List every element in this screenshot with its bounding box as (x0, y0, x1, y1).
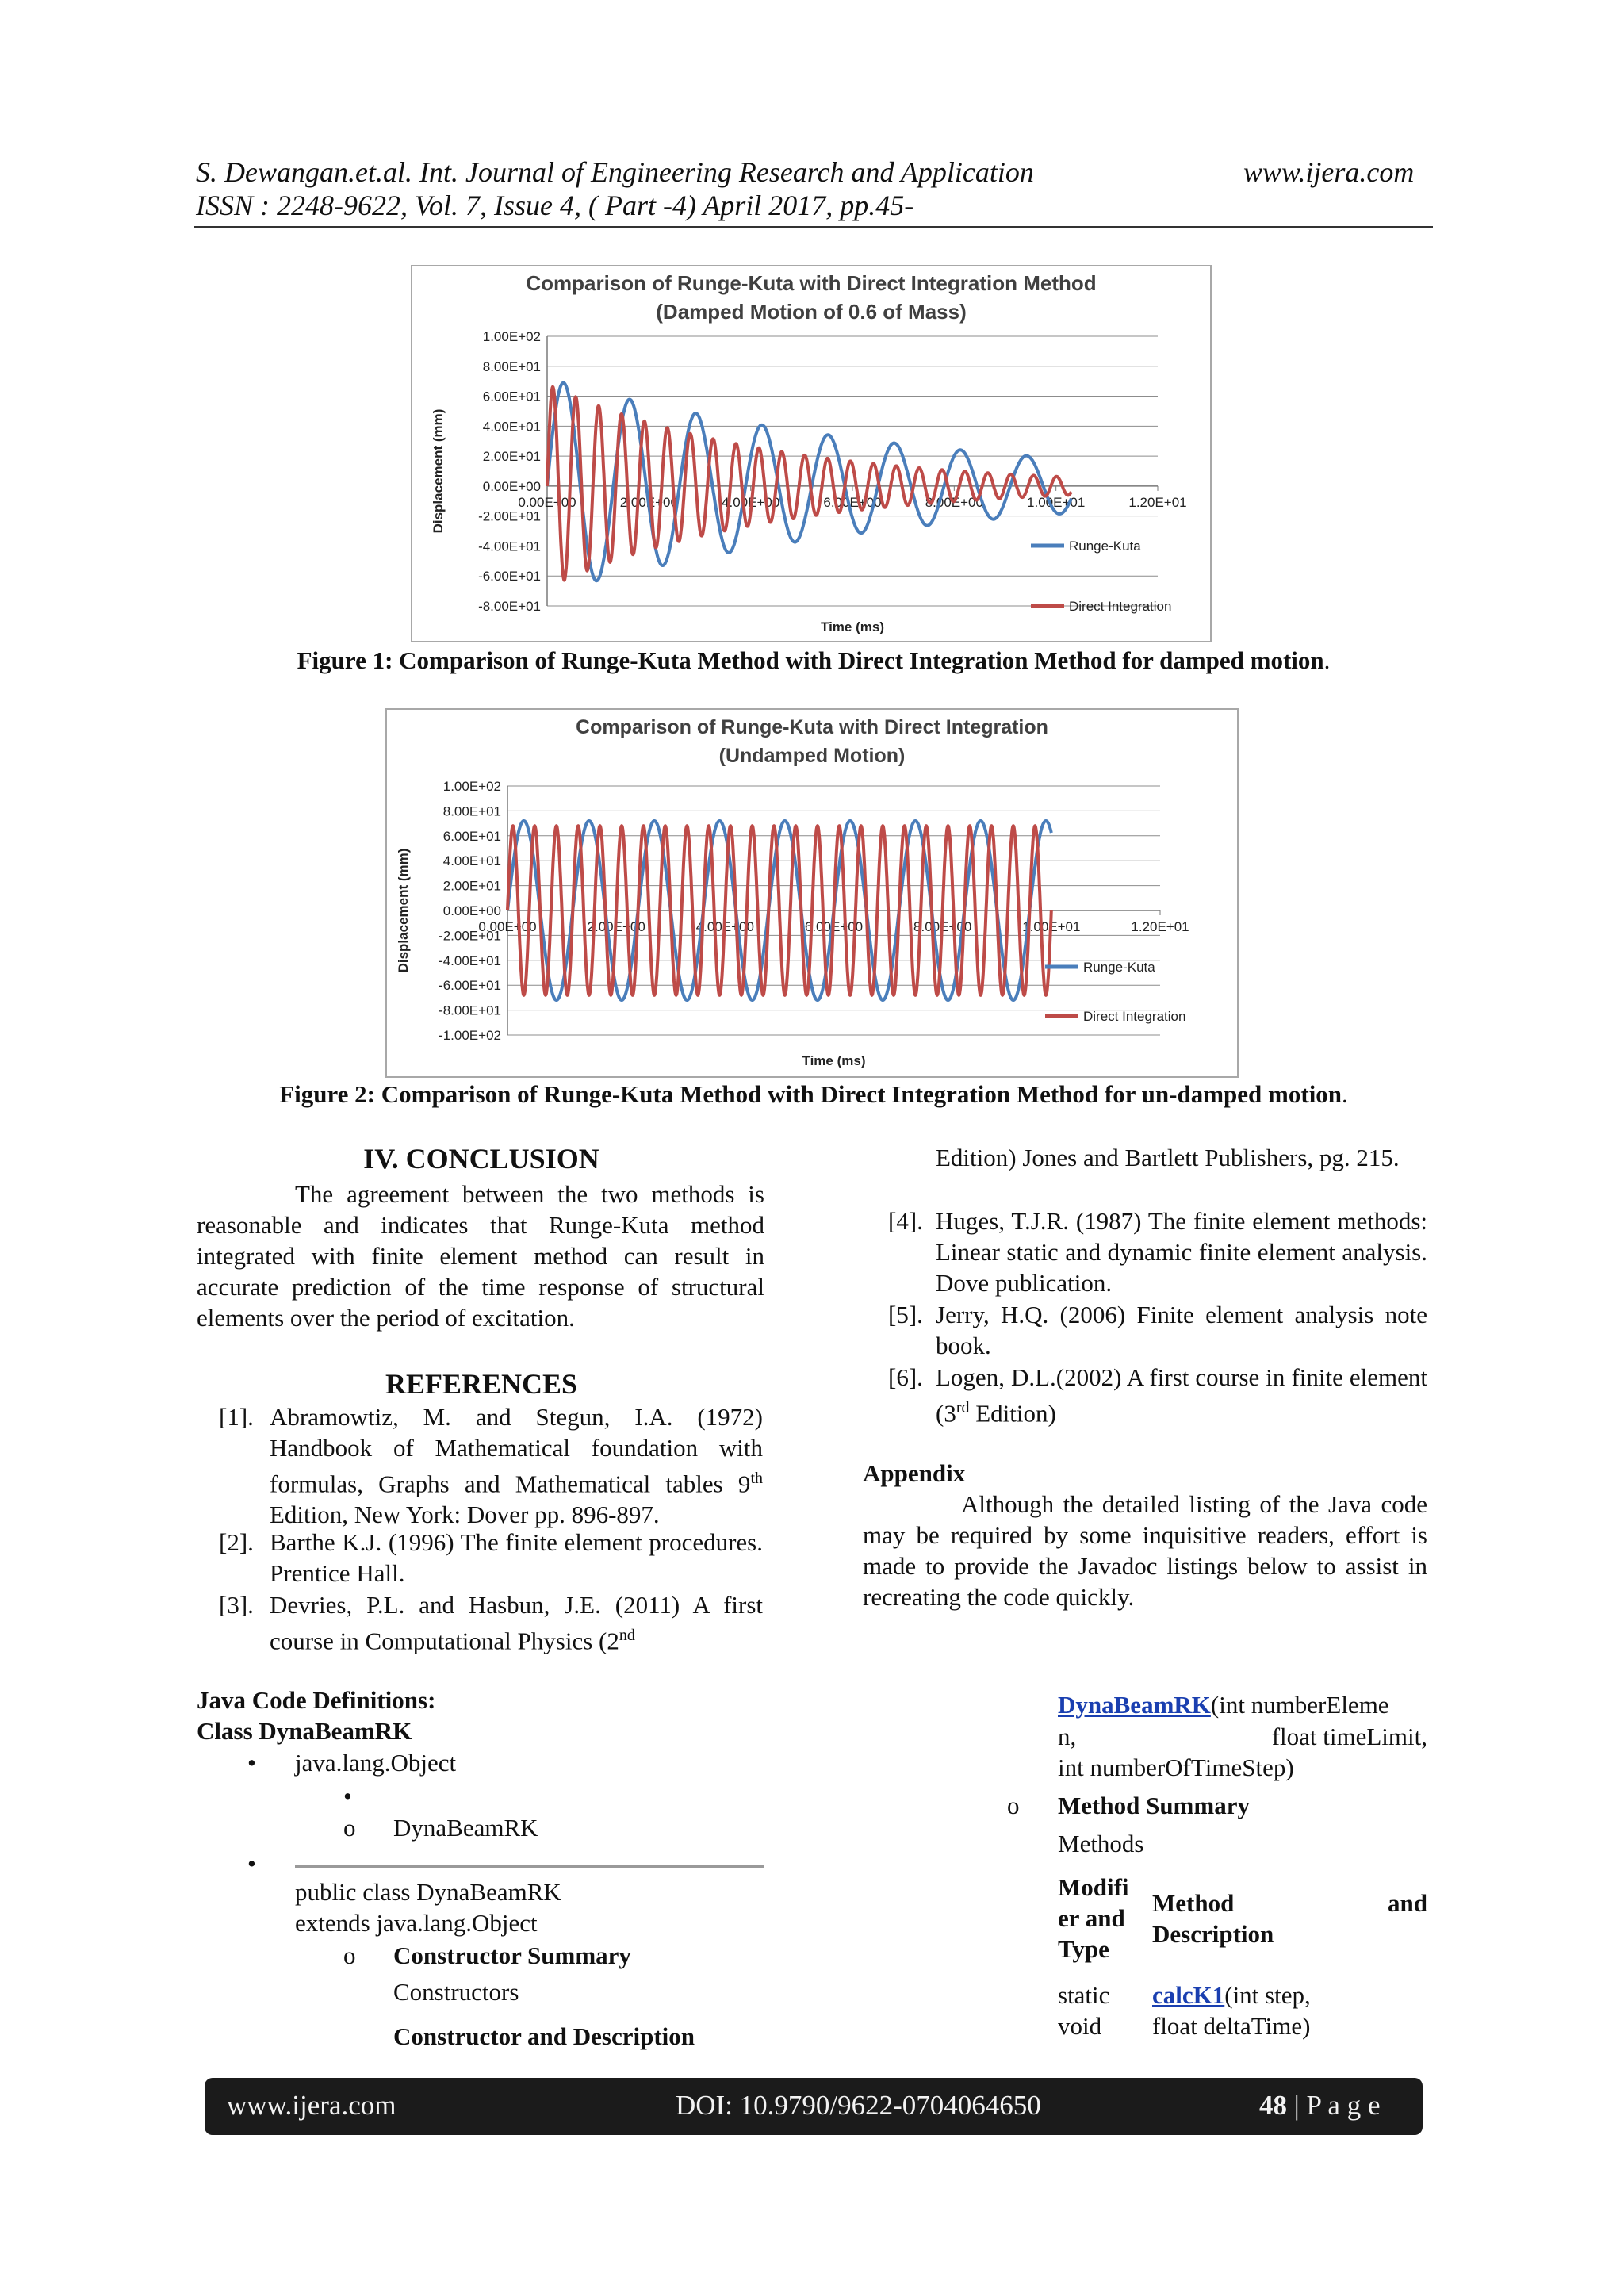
x-tick-label: 1.20E+01 (1131, 919, 1189, 934)
reference-5-number: [5]. (888, 1301, 923, 1328)
constructor-summary-heading: Constructor Summary (393, 1941, 631, 1969)
y-tick-label: 8.00E+01 (442, 803, 501, 819)
bullet-icon: • (247, 1849, 256, 1877)
y-tick-label: 2.00E+01 (482, 449, 541, 465)
table-header-modifier-l2: er and (1058, 1904, 1125, 1932)
figure2-caption (194, 1080, 1433, 1109)
x-axis-label: Time (ms) (821, 619, 884, 634)
legend-label: Runge-Kuta (1069, 539, 1141, 554)
chart-subtitle: (Damped Motion of 0.6 of Mass) (656, 300, 967, 324)
y-tick-label: -2.00E+01 (439, 928, 501, 944)
method-args-line1: (int step, (1224, 1981, 1311, 2009)
y-tick-label: -6.00E+01 (439, 978, 501, 994)
y-tick-label: 6.00E+01 (442, 828, 501, 844)
reference-3-sup: nd (619, 1627, 635, 1644)
figure1-caption-text: Figure 1: Comparison of Runge-Kuta Method with Direct Integration Method for damped motion (297, 646, 1324, 674)
legend-label: Direct Integration (1069, 599, 1172, 614)
reference-4-number: [4]. (888, 1207, 923, 1235)
footer-page (1259, 2090, 1381, 2122)
divider-rule (295, 1865, 764, 1868)
y-axis-label: Displacement (mm) (396, 848, 411, 973)
y-tick-label: 0.00E+00 (482, 478, 541, 494)
constructor-description-header: Constructor and Description (393, 2022, 695, 2050)
figure1-caption (194, 646, 1433, 675)
reference-2 (219, 1527, 763, 1589)
x-axis-label: Time (ms) (802, 1053, 866, 1068)
y-tick-label: -8.00E+01 (439, 1002, 501, 1018)
conclusion-heading: IV. CONCLUSION (363, 1143, 599, 1175)
constructors-label: Constructors (393, 1978, 519, 2006)
java-class-heading: Class DynaBeamRK (197, 1717, 412, 1745)
journal-header: S. Dewangan.et.al. Int. Journal of Engineering Research and Application (196, 156, 1034, 188)
figure2-caption-period: . (1342, 1080, 1348, 1108)
java-definitions-heading: Java Code Definitions: (197, 1686, 436, 1714)
java-object-item: java.lang.Object (295, 1749, 457, 1777)
circle-bullet-icon: o (343, 1814, 356, 1842)
reference-4 (888, 1205, 1427, 1298)
figure2-chart (385, 708, 1239, 1078)
reference-5-text: Jerry, H.Q. (2006) Finite element analysis note book. (936, 1301, 1427, 1359)
x-tick-label: 6.00E+00 (823, 494, 882, 510)
methods-label: Methods (1058, 1830, 1144, 1857)
java-class-item: DynaBeamRK (393, 1814, 538, 1842)
reference-1-text-end: Edition, New York: Dover pp. 896-897. (270, 1501, 660, 1529)
appendix-heading: Appendix (863, 1459, 966, 1487)
reference-3-text: Devries, P.L. and Hasbun, J.E. (2011) A first course in Computational Physics (2 (270, 1591, 763, 1655)
y-tick-label: 1.00E+02 (442, 779, 501, 794)
table-header-method-word: Method (1152, 1889, 1235, 1917)
y-tick-label: 0.00E+00 (442, 903, 501, 918)
chart-subtitle: (Undamped Motion) (718, 745, 906, 767)
circle-bullet-icon: o (343, 1941, 356, 1969)
chart-title: Comparison of Runge-Kuta with Direct Integration (576, 716, 1048, 738)
series-line-direct-integration (547, 387, 1071, 581)
circle-bullet-icon: o (1007, 1792, 1020, 1819)
footer-doi: DOI: 10.9790/9622-0704064650 (676, 2090, 1041, 2121)
y-tick-label: 1.00E+02 (482, 329, 541, 344)
reference-6 (888, 1362, 1427, 1428)
figure2-caption-text: Figure 2: Comparison of Runge-Kuta Method with Direct Integration Method for un-damped motion (279, 1080, 1342, 1108)
x-tick-label: 0.00E+00 (518, 494, 576, 510)
constructor-signature (1058, 1689, 1389, 1720)
constructor-args-line3: int numberOfTimeStep) (1058, 1754, 1294, 1781)
chart-title: Comparison of Runge-Kuta with Direct Integration Method (526, 271, 1097, 295)
reference-5 (888, 1299, 1427, 1361)
footer-website[interactable]: www.ijera.com (227, 2090, 396, 2121)
table-header-modifier-l1: Modifi (1058, 1873, 1129, 1901)
table-header-description-word: Description (1152, 1920, 1274, 1948)
reference-3-continued: Edition) Jones and Bartlett Publishers, pg. 215. (936, 1144, 1400, 1171)
figure1-svg (412, 266, 1210, 641)
footer-page-number: 48 (1259, 2090, 1287, 2121)
y-tick-label: -6.00E+01 (478, 569, 541, 585)
x-tick-label: 4.00E+00 (695, 919, 754, 934)
figure2-svg (387, 710, 1237, 1076)
modifier-void: void (1058, 2012, 1102, 2040)
y-tick-label: 4.00E+01 (482, 419, 541, 435)
class-declaration: public class DynaBeamRK (295, 1878, 561, 1906)
reference-1 (219, 1401, 763, 1530)
journal-website[interactable]: www.ijera.com (1243, 156, 1415, 188)
reference-4-text: Huges, T.J.R. (1987) The finite element methods: Linear static and dynamic finite element analysis. Dove publication. (936, 1207, 1427, 1297)
constructor-args-n: n, (1058, 1723, 1077, 1750)
figure1-caption-period: . (1323, 646, 1331, 674)
y-tick-label: -2.00E+01 (478, 508, 541, 524)
reference-2-text: Barthe K.J. (1996) The finite element procedures. Prentice Hall. (270, 1528, 763, 1587)
y-tick-label: -4.00E+01 (439, 953, 501, 968)
bullet-icon: • (343, 1782, 352, 1810)
x-tick-label: 4.00E+00 (722, 494, 780, 510)
page-footer (205, 2078, 1423, 2135)
appendix-body: Although the detailed listing of the Java code may be required by some inquisitive readers, effort is made to provide the Javadoc listings below to assist in recreating the code quickly. (863, 1490, 1427, 1611)
figure1-chart (411, 265, 1212, 642)
bullet-icon: • (247, 1749, 256, 1777)
y-tick-label: 6.00E+01 (482, 389, 541, 404)
table-row-method (1152, 1980, 1311, 2041)
x-tick-label: 1.20E+01 (1128, 494, 1187, 510)
issn-line: ISSN : 2248-9622, Vol. 7, Issue 4, ( Part -4) April 2017, pp.45- (196, 190, 914, 221)
legend-label: Direct Integration (1083, 1009, 1186, 1024)
y-tick-label: -4.00E+01 (478, 539, 541, 554)
reference-6-number: [6]. (888, 1363, 923, 1391)
reference-3 (219, 1589, 763, 1656)
y-tick-label: 8.00E+01 (482, 358, 541, 374)
conclusion-body: The agreement between the two methods is reasonable and indicates that Runge-Kuta method integrated with finite element method can result in accurate prediction of the time response of structural elements over the period of excitation. (197, 1180, 764, 1332)
x-tick-label: 0.00E+00 (478, 919, 537, 934)
method-link-calck1[interactable]: calcK1 (1152, 1981, 1225, 2009)
footer-page-label: | P a g e (1287, 2090, 1381, 2121)
table-header-modifier (1058, 1872, 1129, 1964)
x-tick-label: 2.00E+00 (619, 494, 678, 510)
references-heading: REFERENCES (385, 1368, 578, 1400)
x-tick-label: 8.00E+00 (925, 494, 983, 510)
y-axis-label: Displacement (mm) (431, 408, 446, 534)
reference-1-sup: th (750, 1470, 763, 1487)
reference-1-number: [1]. (219, 1403, 254, 1431)
table-row-modifier (1058, 1980, 1109, 2041)
modifier-static: static (1058, 1981, 1110, 2009)
constructor-link[interactable]: DynaBeamRK (1058, 1691, 1211, 1719)
x-tick-label: 1.00E+01 (1022, 919, 1081, 934)
reference-3-number: [3]. (219, 1591, 254, 1619)
header-rule (194, 226, 1433, 228)
y-tick-label: 2.00E+01 (442, 878, 501, 894)
constructor-args-line1: (int numberEleme (1210, 1691, 1389, 1719)
table-header-method (1152, 1888, 1427, 1949)
reference-1-text: Abramowtiz, M. and Stegun, I.A. (1972) Handbook of Mathematical foundation with formulas, Graphs and Mathematical tables 9 (270, 1403, 763, 1498)
x-tick-label: 1.00E+01 (1027, 494, 1086, 510)
class-extends: extends java.lang.Object (295, 1909, 538, 1937)
reference-6-text: Logen, D.L.(2002) A first course in finite element (3 (936, 1363, 1427, 1428)
x-tick-label: 6.00E+00 (804, 919, 864, 934)
x-tick-label: 2.00E+00 (587, 919, 645, 934)
table-header-modifier-l3: Type (1058, 1935, 1109, 1963)
reference-2-number: [2]. (219, 1528, 254, 1556)
y-tick-label: 4.00E+01 (442, 853, 501, 869)
method-args-line2: float deltaTime) (1152, 2012, 1311, 2040)
table-header-and-word: and (1388, 1889, 1427, 1917)
constructor-args-timelimit: float timeLimit, (1271, 1723, 1427, 1750)
reference-6-sup: rd (956, 1399, 970, 1416)
y-tick-label: -8.00E+01 (478, 599, 541, 614)
y-tick-label: -1.00E+02 (439, 1028, 501, 1043)
legend-label: Runge-Kuta (1083, 960, 1155, 975)
x-tick-label: 8.00E+00 (914, 919, 972, 934)
reference-6-text-end: Edition) (969, 1399, 1056, 1428)
method-summary-heading: Method Summary (1058, 1792, 1250, 1819)
